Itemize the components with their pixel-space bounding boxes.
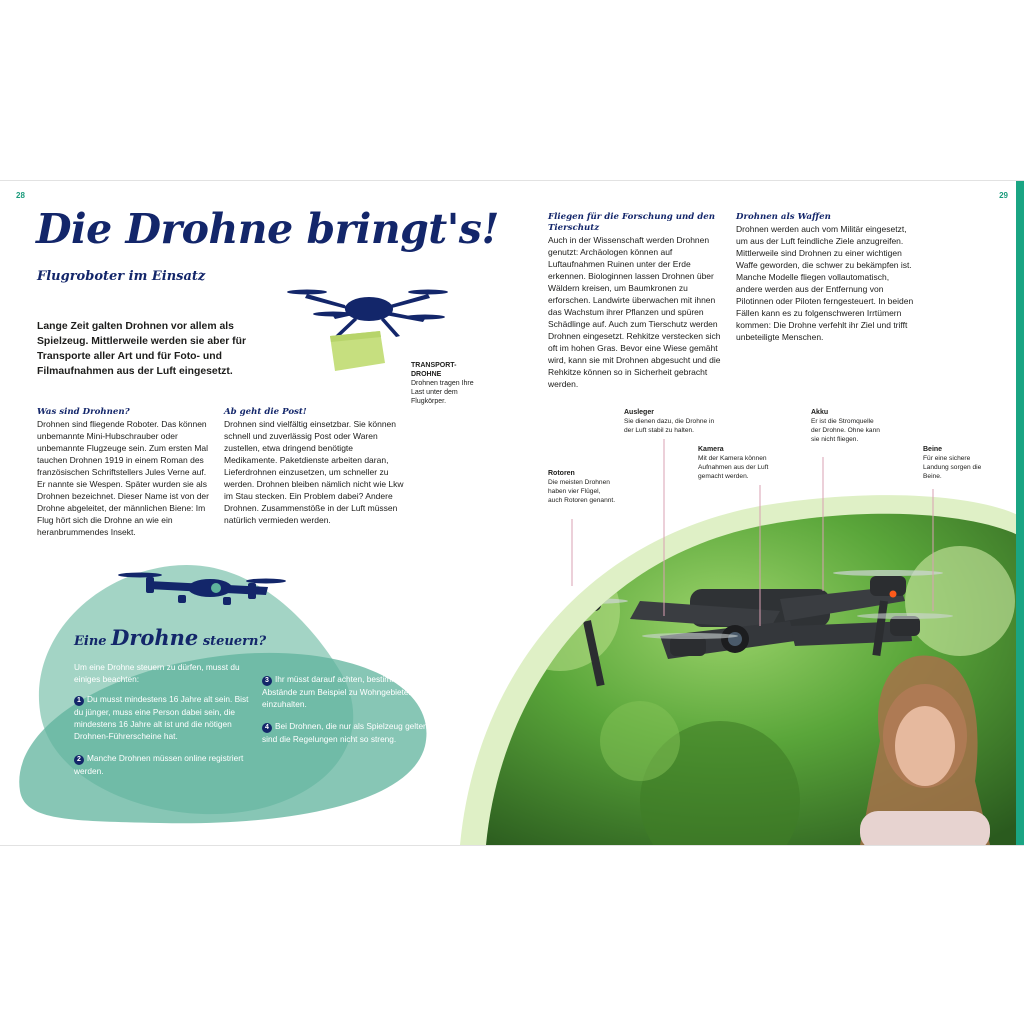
page-number-right: 29	[999, 191, 1008, 200]
callout-kamera	[698, 445, 788, 481]
callout-ausleger	[624, 408, 724, 435]
callout-title: Beine	[923, 446, 943, 453]
steer-left-column	[74, 661, 258, 777]
section-waffen	[736, 212, 916, 343]
transport-caption-text: Drohnen tragen Ihre Last unter dem Flugkörper.	[411, 380, 474, 405]
section-text: Drohnen sind fliegende Roboter. Das können unbemannte Mini-Hubschrauber oder unbemannte Flugzeuge sein. Zum ersten Mal tauchen Drohnen 1919 in einem Roman des französischen Schriftstellers Jules Verne auf. Er nannte sie Wespen. Später wurden sie als Drohnen bezeichnet. Dieser Name ist von der Drohne abgeleitet, der männlichen Biene: Im Flug hört sich die Drohne an wie ein heranbrummendes Insekt.	[37, 419, 209, 537]
number-badge: 4	[262, 723, 272, 733]
steer-item-4	[262, 720, 430, 745]
section-heading: Was sind Drohnen?	[37, 407, 130, 417]
section-text: Auch in der Wissenschaft werden Drohnen genutzt: Archäologen können auf Luftaufnahmen Ruinen unter der Erde erkennen. Biologinnen lassen Drohnen über Wäldern kreisen, um Baumkronen zu erforschen. Landwirte überwachen mit ihnen das Wachstum ihrer Pflanzen und spüren Schädlinge auf. Auch zum Tierschutz werden Drohnen eingesetzt. Rehkitze verstecken sich oft im hohen Gras. Bevor eine Wiese gemäht wird, kann sie mit Drohnen abgesucht und die Rehkitze können so in Sicherheit gebracht werden.	[548, 235, 721, 389]
section-text: Drohnen sind vielfältig einsetzbar. Sie können schnell und zuverlässig Post oder Waren zustellen, etwa dringend benötigte Medikamente. Paketdienste arbeiten daran, Lieferdrohnen einzusetzen, um schneller zu werden. Drohnen bleiben nämlich nicht wie Lkw im Stau stecken. Ein Problem dabei? Andere Drohnen. Zusammenstöße in der Luft müssen natürlich vermieden werden.	[224, 419, 404, 525]
callout-title: Rotoren	[548, 470, 575, 477]
steer-item-3	[262, 673, 430, 710]
steer-item-1	[74, 693, 258, 742]
callout-title: Akku	[811, 409, 829, 416]
section-post	[224, 407, 404, 526]
steer-title-pre: Eine	[74, 634, 112, 649]
section-text: Drohnen werden auch vom Militär eingesetzt, um aus der Luft feindliche Ziele anzugreifen. Mittlerweile sind Drohnen zu einer wichtigen Waffe geworden, die schwer zu bekämpfen ist. Manche Modelle fliegen vollautomatisch, andere werden aus der Entfernung von Pilotinnen oder Piloten ferngesteuert. In beiden Fällen kann es zu folgenschweren Irrtümern kommen: Die Drohne verfehlt ihr Ziel und trifft unbeteiligte Menschen.	[736, 224, 914, 342]
callout-text: Er ist die Stromquelle der Drohne. Ohne kann sie nicht fliegen.	[811, 418, 880, 443]
callout-text: Sie dienen dazu, die Drohne in der Luft stabil zu halten.	[624, 418, 715, 434]
steer-item-text: Bei Drohnen, die nur als Spielzeug gelten, sind die Regelungen nicht so streng.	[262, 721, 430, 744]
callout-rotoren	[548, 469, 616, 505]
section-heading: Ab geht die Post!	[224, 407, 307, 417]
callout-text: Die meisten Drohnen haben vier Flügel, auch Rotoren genannt.	[548, 479, 616, 504]
section-heading: Fliegen für die Forschung und den Tierschutz	[548, 212, 715, 233]
steer-item-text: Manche Drohnen müssen online registriert werden.	[74, 753, 244, 776]
page-title: Die Drohne bringt's!	[36, 205, 499, 253]
page-subtitle: Flugroboter im Einsatz	[37, 269, 206, 284]
number-badge: 1	[74, 696, 84, 706]
steer-intro: Um eine Drohne steuern zu dürfen, musst du einiges beachten:	[74, 662, 240, 684]
steer-item-text: Du musst mindestens 16 Jahre alt sein. Bist du jünger, muss eine Person dabei sein, die mindestens 16 Jahre alt ist und die nötigen Drohnen-Führerscheine hat.	[74, 694, 249, 741]
steer-box-title	[74, 625, 266, 650]
page-number-left: 28	[16, 191, 25, 200]
callout-text: Für eine sichere Landung sorgen die Beine.	[923, 455, 982, 480]
callout-akku	[811, 408, 881, 444]
callout-beine	[923, 445, 987, 481]
book-spread	[0, 180, 1024, 846]
steer-title-post: steuern?	[198, 634, 267, 649]
number-badge: 2	[74, 755, 84, 765]
callout-title: Ausleger	[624, 409, 654, 416]
section-forschung	[548, 212, 724, 390]
callout-text: Mit der Kamera können Aufnahmen aus der Luft gemacht werden.	[698, 455, 769, 480]
intro-text: Lange Zeit galten Drohnen vor allem als Spielzeug. Mittlerweile werden sie aber für Transporte aller Art und für Foto- und Filmaufnahmen aus der Luft eingesetzt.	[37, 321, 247, 377]
transport-caption	[411, 361, 481, 406]
transport-caption-title: TRANSPORT-DROHNE	[411, 362, 457, 378]
section-was-sind	[37, 407, 209, 538]
steer-item-2	[74, 752, 258, 777]
callout-title: Kamera	[698, 446, 724, 453]
steer-item-text: Ihr müsst darauf achten, bestimmte Abstände zum Beispiel zu Wohngebieten einzuhalten.	[262, 674, 414, 709]
steer-title-main: Drohne	[111, 625, 199, 650]
section-heading: Drohnen als Waffen	[736, 212, 831, 222]
page-edge-accent	[1016, 181, 1024, 845]
steer-right-column	[262, 673, 430, 745]
number-badge: 3	[262, 676, 272, 686]
